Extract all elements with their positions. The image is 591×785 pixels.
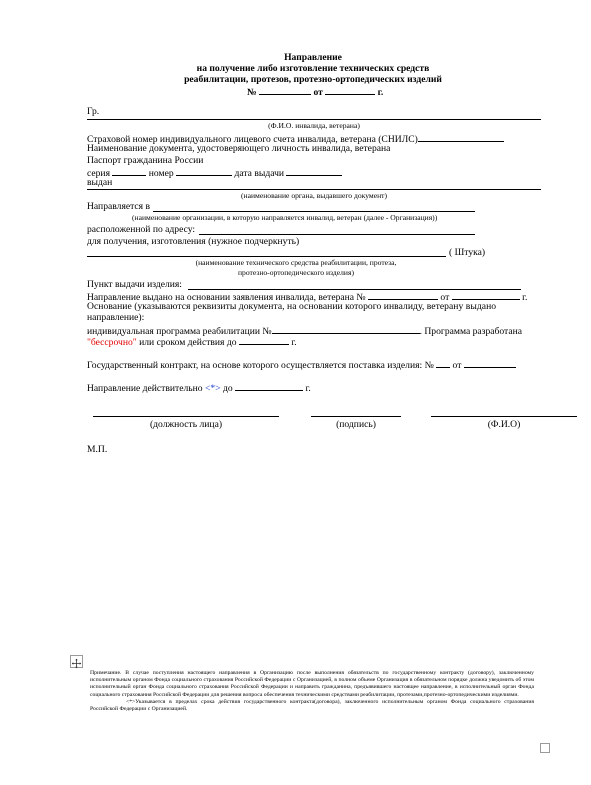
- fio-caption: (Ф.И.О. инвалида, ветерана): [268, 121, 360, 130]
- contract-row: [87, 358, 516, 371]
- contract-date-blank[interactable]: [464, 358, 516, 368]
- date-blank[interactable]: [325, 85, 375, 95]
- stamp-place-label: М.П.: [87, 444, 108, 455]
- g-label: г.: [291, 337, 297, 348]
- valid-label: Направление действительно: [87, 383, 203, 394]
- contract-label: Государственный контракт, на основе которого осуществляется поставка изделия: №: [87, 360, 434, 371]
- ipr-developed-label: . Программа разработана: [419, 326, 523, 337]
- doc-number-line: [247, 85, 383, 98]
- table-move-handle-icon[interactable]: [70, 655, 83, 668]
- signature-caption: (подпись): [336, 419, 376, 430]
- org-caption: (наименование организации, в которую направляется инвалид, ветеран (далее - Организация)): [132, 213, 438, 222]
- located-at-label: расположенной по адресу:: [87, 224, 196, 235]
- basis-app-date-blank[interactable]: [452, 290, 520, 300]
- purpose-label: для получения, изготовления (нужное подчеркнуть): [87, 236, 300, 247]
- issuer-caption: (наименование органа, выдавшего документ): [241, 191, 387, 200]
- move-arrows-icon: [71, 658, 82, 669]
- sent-to-label: Направляется в: [87, 201, 151, 212]
- pieces-label: ( Штука): [449, 247, 486, 258]
- fio2-caption: (Ф.И.О): [487, 419, 521, 430]
- number-label: номер: [148, 168, 174, 179]
- ipr-number-blank[interactable]: [272, 324, 420, 334]
- address-line[interactable]: [199, 234, 475, 235]
- contract-number-blank[interactable]: [436, 358, 450, 368]
- passport-details-row: [87, 166, 342, 179]
- basis-line-1: Основание (указываются реквизиты документа, на основании которого инвалиду, ветерану выдано: [87, 301, 497, 312]
- table-resize-handle-icon[interactable]: [540, 743, 550, 753]
- passport-label: Паспорт гражданина России: [87, 155, 204, 166]
- valid-until-label: или сроком действия до: [139, 337, 237, 348]
- doc-title: Направление: [284, 52, 342, 63]
- org-line[interactable]: [153, 211, 475, 212]
- valid-row: [87, 381, 311, 394]
- issue-date-blank[interactable]: [286, 166, 342, 176]
- basis-app-label: Направление выдано на основании заявления инвалида, ветерана №: [87, 292, 366, 303]
- ipr-label: индивидуальная программа реабилитации №: [87, 326, 272, 337]
- ipr-term-row: [87, 335, 297, 348]
- issue-date-label: дата выдачи: [234, 168, 285, 179]
- valid-g-label: г.: [305, 383, 311, 394]
- signature-line[interactable]: [311, 416, 401, 417]
- doc-subtitle-2: реабилитации, протезов, протезно-ортопедических изделий: [184, 74, 442, 85]
- valid-footnote-ref[interactable]: <*>: [204, 383, 221, 394]
- basis-app-g: г.: [522, 292, 528, 303]
- valid-to-label: до: [223, 383, 233, 394]
- position-line[interactable]: [93, 416, 279, 417]
- fio2-line[interactable]: [431, 416, 577, 417]
- number-from: от: [313, 87, 323, 98]
- issued-label: выдан: [87, 177, 113, 188]
- basis-line-2: направление):: [87, 312, 145, 323]
- doc-subtitle-1: на получение либо изготовление технических средств: [196, 63, 430, 74]
- tsr-caption-2: протезно-ортопедического изделия): [237, 268, 354, 277]
- issuer-line[interactable]: [87, 189, 541, 190]
- snils-blank[interactable]: [418, 132, 504, 142]
- fio-line[interactable]: [87, 119, 541, 120]
- series-label: серия: [87, 168, 110, 179]
- number-suffix: г.: [377, 87, 384, 98]
- indefinite-label: "бессрочно": [87, 337, 137, 348]
- pickup-label: Пункт выдачи изделия:: [87, 279, 182, 290]
- footnote-ref: <*>Указывается в пределах срока действия государственного контракта(договора), заключенного исполнительным органом Фонда социального страхования Российской Федерации с Организацией.: [90, 698, 534, 713]
- contract-from-label: от: [452, 360, 462, 371]
- snils-label: Страховой номер индивидуального лицевого счета инвалида, ветерана (СНИЛС): [87, 134, 418, 145]
- series-blank[interactable]: [112, 166, 146, 176]
- footnote-block: [90, 670, 534, 713]
- valid-until-blank[interactable]: [239, 335, 289, 345]
- doc-name-label: Наименование документа, удостоверяющего личность инвалида, ветерана: [87, 143, 391, 154]
- number-prefix: №: [247, 87, 257, 98]
- footnote-note: Примечание. В случае поступления настоящего направления в Организацию после выполнения обязательств по государственному контракту (договору), заключенному исполнительным органом Фонда социального страхования Российской Федерации с Организацией, в полном объеме Организация в обязательном порядке должна уведомить об этом исполнительный орган Фонда социального страхования Российской Федерации и направить гражданина, предъявившего настоящее направление, в исполнительный орган Фонда социального страхования Российской Федерации для решения вопроса обеспечения техническими средствами реабилитации, протезами,протезно-ортопедическими изделиями.: [90, 670, 534, 698]
- tsr-caption-1: (наименование технического средства реабилитации, протеза,: [195, 258, 397, 267]
- position-caption: (должность лица): [149, 419, 223, 430]
- tsr-line[interactable]: [87, 256, 446, 257]
- basis-app-number-blank[interactable]: [368, 290, 438, 300]
- number-blank[interactable]: [259, 85, 311, 95]
- gr-label: Гр.: [87, 106, 100, 117]
- passport-number-blank[interactable]: [176, 166, 232, 176]
- basis-app-from: от: [440, 292, 450, 303]
- valid-date-blank[interactable]: [235, 381, 303, 391]
